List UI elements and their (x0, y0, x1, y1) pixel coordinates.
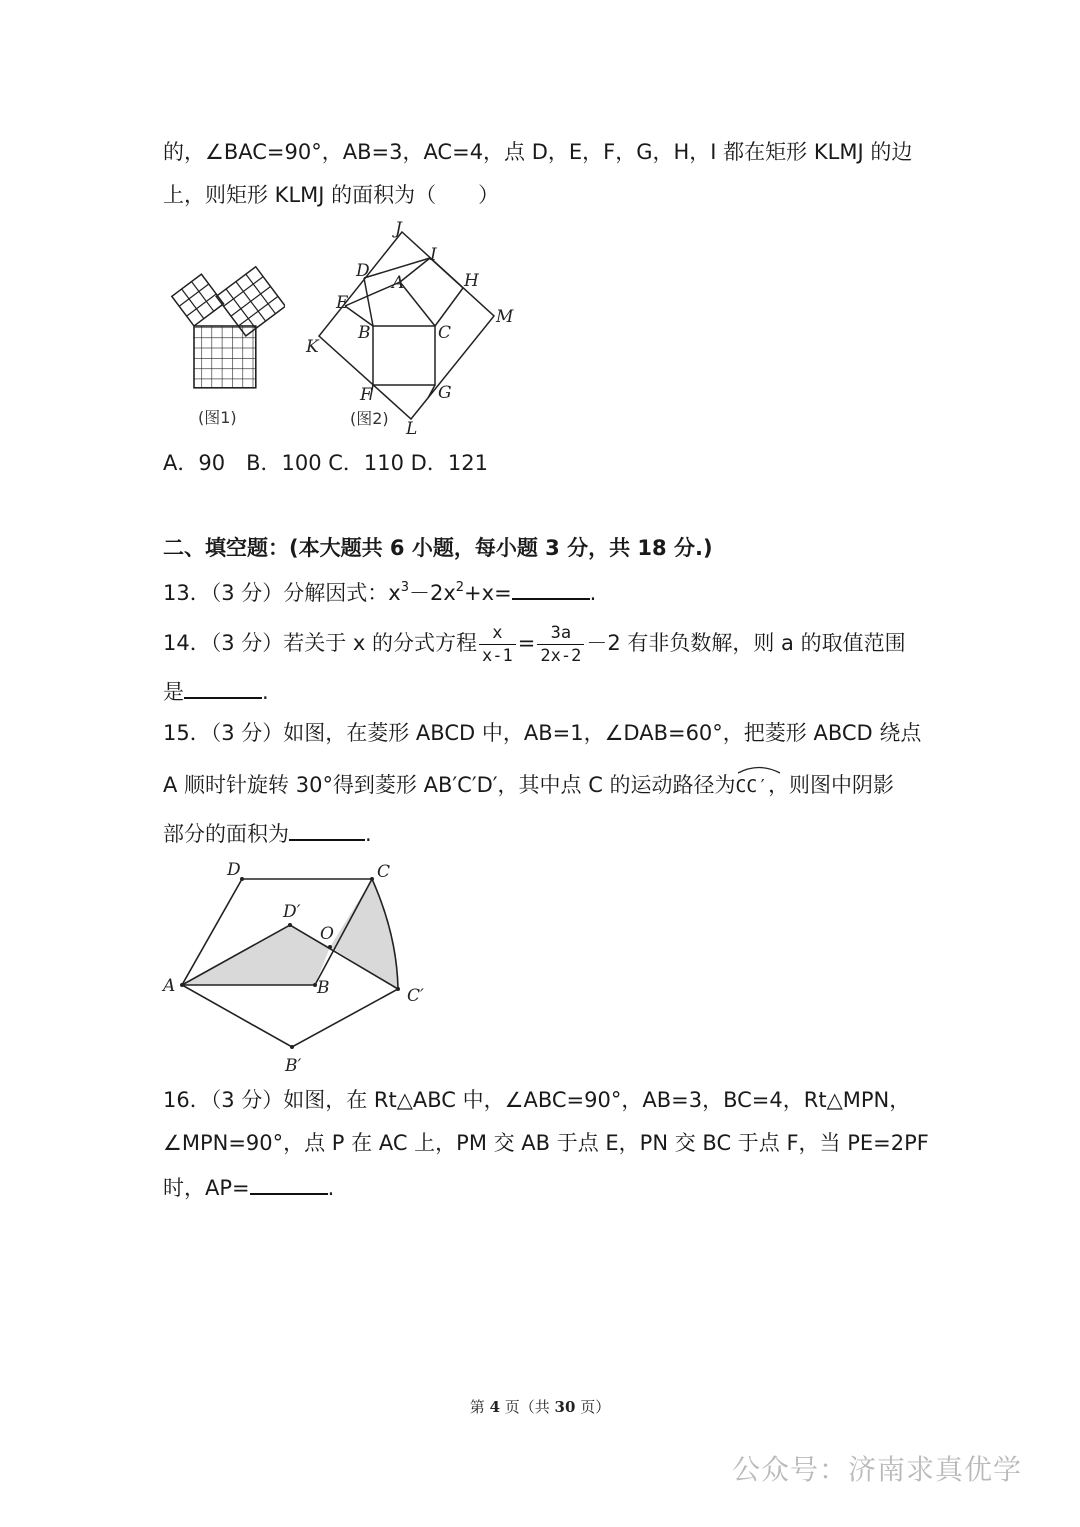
q15-label-Dprime: D′ (283, 902, 301, 922)
q15-label-O: O (320, 924, 334, 944)
q14-line1: 14．（3 分）若关于 x 的分式方程 $\frac{x}{x-1}$ = $\frac{3a}{2x-2}$ －2 有非负数解，则 a 的取值范围 (163, 622, 906, 666)
fig2-label-J: J (395, 219, 402, 239)
fig2-label-C: C (438, 323, 452, 343)
fig2-label-L: L (406, 419, 418, 438)
q15-label-Bprime: B′ (285, 1056, 302, 1076)
fig2-label-H: H (464, 271, 479, 291)
q15-line2: A 顺时针旋转 30°得到菱形 AB′C′D′，其中点 C 的运动路径为 CC′，则图中阴影 (163, 768, 894, 802)
q13: 13．（3 分）分解因式：$x^3-2x^2+x=$ . (163, 576, 596, 608)
watermark: 公众号：济南求真优学 (731, 1453, 1022, 1486)
q16-answer-blank (250, 1171, 328, 1195)
q16-line3: 时，AP= . (163, 1171, 334, 1203)
arc-cc-prime: CC′ (736, 768, 769, 802)
q15-label-B: B (317, 978, 330, 998)
q15-label-A: A (163, 976, 176, 996)
fig2-label-F: F (360, 385, 372, 405)
figure-1 (160, 255, 285, 430)
q12-line1: 的，∠BAC=90°，AB=3，AC=4，点 D，E，F，G，H，I 都在矩形 KLMJ 的边 (163, 140, 913, 164)
fig2-label-B: B (358, 323, 371, 343)
figure-2 (300, 218, 530, 438)
q15-label-Cprime: C′ (407, 986, 424, 1006)
q15-label-D: D (227, 860, 241, 880)
q15-line1: 15．（3 分）如图，在菱形 ABCD 中，AB=1，∠DAB=60°，把菱形 ABCD 绕点 (163, 721, 922, 745)
fig2-label-G: G (438, 383, 452, 403)
q15-line3: 部分的面积为 . (163, 817, 372, 849)
fraction-1: $\frac{x}{x-1}$ (479, 622, 516, 667)
fig2-label-I: I (430, 245, 437, 265)
q16-line2: ∠MPN=90°，点 P 在 AC 上，PM 交 AB 于点 E，PN 交 BC 于点 F，当 PE=2PF (163, 1131, 929, 1155)
section-title: 二、填空题：(本大题共 6 小题，每小题 3 分，共 18 分.) (163, 536, 713, 560)
page-footer: 第 4 页（共 30 页） (469, 1398, 611, 1416)
fig1-caption: (图1) (198, 408, 237, 427)
fig2-label-E: E (336, 293, 349, 313)
q12-options: A．90 B．100 C．110 D．121 (163, 451, 488, 475)
fig2-caption: (图2) (350, 409, 389, 428)
q12-line2: 上，则矩形 KLMJ 的面积为（ ） (163, 183, 500, 207)
fig2-label-K: K (306, 337, 319, 357)
figure-rhombus (155, 855, 445, 1080)
fig2-label-D: D (356, 261, 370, 281)
q15-answer-blank (289, 817, 365, 841)
q16-line1: 16．（3 分）如图，在 Rt△ABC 中，∠ABC=90°，AB=3，BC=4，Rt△MPN， (163, 1088, 911, 1112)
fig2-label-M: M (496, 307, 514, 327)
q13-answer-blank (512, 576, 590, 600)
q15-label-C: C (377, 862, 391, 882)
fig2-label-A: A (392, 273, 405, 293)
q14-line2: 是 . (163, 675, 269, 707)
fraction-2: $\frac{3a}{2x-2}$ (537, 622, 584, 667)
q14-answer-blank (184, 675, 262, 699)
